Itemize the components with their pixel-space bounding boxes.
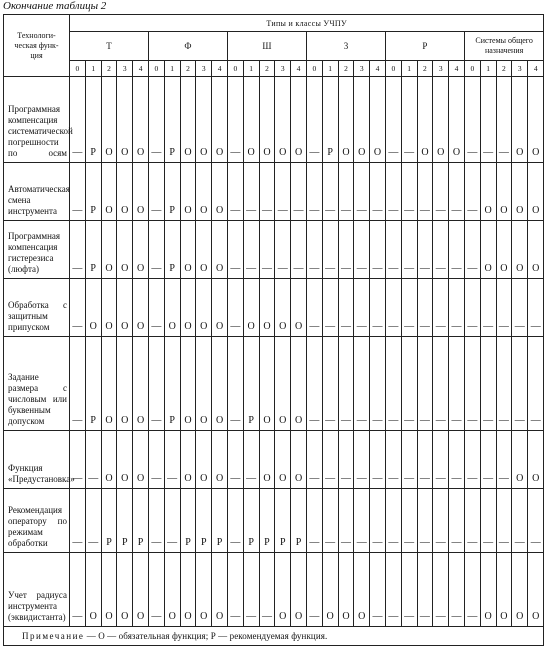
table-cell: —	[306, 489, 322, 553]
table-cell: —	[370, 163, 386, 221]
table-cell: О	[117, 279, 133, 337]
table-cell: —	[464, 337, 480, 431]
table-cell: —	[370, 431, 386, 489]
table-cell: —	[480, 337, 496, 431]
table-cell: —	[291, 163, 307, 221]
class-number: 3	[275, 61, 291, 77]
table-cell: —	[512, 337, 528, 431]
table-cell: —	[322, 489, 338, 553]
table-cell: —	[480, 431, 496, 489]
table-cell: —	[338, 163, 354, 221]
class-number: 3	[512, 61, 528, 77]
table-cell: —	[464, 431, 480, 489]
table-cell: О	[243, 279, 259, 337]
table-cell: —	[496, 489, 512, 553]
table-cell: О	[449, 77, 465, 163]
table-cell: —	[417, 489, 433, 553]
table-cell: О	[275, 77, 291, 163]
table-cell: —	[227, 431, 243, 489]
table-cell: О	[196, 163, 212, 221]
table-cell: —	[322, 221, 338, 279]
table-cell: —	[85, 489, 101, 553]
table-cell: О	[528, 431, 544, 489]
table-row	[4, 163, 544, 221]
table-row	[4, 489, 544, 553]
table-cell: О	[180, 221, 196, 279]
table-cell: О	[291, 431, 307, 489]
function-name: Задание размера с числовым или буквенным допуском	[4, 337, 70, 431]
table-cell: О	[528, 221, 544, 279]
class-number: 3	[354, 61, 370, 77]
class-number: 4	[370, 61, 386, 77]
table-cell: —	[433, 221, 449, 279]
table-cell: Р	[243, 489, 259, 553]
table-cell: О	[291, 77, 307, 163]
table-cell: —	[306, 553, 322, 627]
table-cell: —	[417, 337, 433, 431]
table-cell: О	[101, 221, 117, 279]
table-cell: О	[180, 553, 196, 627]
table-cell: —	[148, 163, 164, 221]
class-number: 3	[433, 61, 449, 77]
table-cell: Р	[259, 489, 275, 553]
table-cell: —	[70, 553, 86, 627]
table-cell: —	[512, 279, 528, 337]
table-cell: —	[70, 431, 86, 489]
table-cell: —	[259, 221, 275, 279]
table-cell: О	[291, 337, 307, 431]
table-cell: —	[480, 279, 496, 337]
table-cell: —	[338, 431, 354, 489]
table-cell: О	[196, 337, 212, 431]
table-cell: О	[196, 77, 212, 163]
table-cell: О	[259, 279, 275, 337]
table-cell: —	[306, 221, 322, 279]
table-cell: О	[338, 553, 354, 627]
table-cell: О	[496, 163, 512, 221]
table-cell: —	[417, 553, 433, 627]
table-cell: О	[512, 221, 528, 279]
table-cell: —	[401, 337, 417, 431]
table-cell: —	[417, 279, 433, 337]
table-cell: —	[401, 553, 417, 627]
table-cell: —	[164, 489, 180, 553]
table-cell: О	[133, 553, 149, 627]
table-cell: Р	[133, 489, 149, 553]
table-cell: О	[291, 553, 307, 627]
table-cell: —	[370, 337, 386, 431]
class-number: 0	[385, 61, 401, 77]
table-cell: —	[306, 337, 322, 431]
class-number: 1	[164, 61, 180, 77]
table-cell: О	[212, 77, 228, 163]
table-cell: —	[322, 431, 338, 489]
table-cell: О	[101, 337, 117, 431]
table-cell: О	[180, 163, 196, 221]
table-cell: —	[449, 221, 465, 279]
table-cell: Р	[164, 221, 180, 279]
table-cell: —	[243, 431, 259, 489]
types-header: Типы и классы УЧПУ	[70, 15, 544, 32]
table-cell: —	[338, 337, 354, 431]
table-cell: —	[259, 553, 275, 627]
table-cell: —	[322, 279, 338, 337]
table-cell: —	[464, 77, 480, 163]
class-header: Р	[385, 32, 464, 61]
table-cell: О	[275, 279, 291, 337]
table-cell: —	[306, 163, 322, 221]
class-number: 0	[148, 61, 164, 77]
table-cell: О	[512, 553, 528, 627]
table-cell: О	[85, 279, 101, 337]
table-cell: —	[417, 431, 433, 489]
table-cell: О	[180, 77, 196, 163]
table-cell: —	[338, 221, 354, 279]
table-cell: —	[464, 553, 480, 627]
class-number: 0	[227, 61, 243, 77]
table-cell: —	[433, 489, 449, 553]
table-cell: О	[275, 337, 291, 431]
table-cell: Р	[117, 489, 133, 553]
table-caption: Окончание таблицы 2	[3, 0, 107, 12]
table-cell: —	[449, 431, 465, 489]
table-cell: О	[117, 163, 133, 221]
table-cell: —	[148, 553, 164, 627]
table-cell: —	[148, 279, 164, 337]
table-cell: —	[148, 77, 164, 163]
function-name: Функция «Предустановка»	[4, 431, 70, 489]
table-cell: Р	[164, 337, 180, 431]
table-cell: О	[291, 279, 307, 337]
table-cell: —	[70, 279, 86, 337]
table-cell: —	[401, 221, 417, 279]
table-cell: —	[306, 279, 322, 337]
class-header: Т	[70, 32, 149, 61]
table-row	[4, 279, 544, 337]
table-cell: —	[433, 431, 449, 489]
table-cell: О	[196, 553, 212, 627]
table-cell: —	[385, 77, 401, 163]
table-row	[4, 431, 544, 489]
table-cell: О	[117, 553, 133, 627]
table-cell: О	[101, 279, 117, 337]
table-cell: О	[212, 431, 228, 489]
class-number: 1	[401, 61, 417, 77]
table-cell: —	[70, 77, 86, 163]
table-cell: —	[227, 77, 243, 163]
function-name: Автоматическая смена инструмента	[4, 163, 70, 221]
table-cell: О	[212, 553, 228, 627]
table-cell: —	[291, 221, 307, 279]
table-cell: Р	[85, 77, 101, 163]
function-name: Программная компенсация систематической погрешности по осям	[4, 77, 70, 163]
table-cell: —	[496, 77, 512, 163]
class-number: 1	[480, 61, 496, 77]
table-cell: О	[480, 553, 496, 627]
table-row	[4, 221, 544, 279]
table-cell: О	[85, 553, 101, 627]
table-cell: О	[354, 77, 370, 163]
table-cell: О	[133, 77, 149, 163]
table-cell: —	[401, 279, 417, 337]
table-cell: О	[101, 163, 117, 221]
table-cell: О	[528, 77, 544, 163]
function-name: Рекомендация оператору по режимам обработки	[4, 489, 70, 553]
table-cell: О	[496, 221, 512, 279]
class-number: 4	[133, 61, 149, 77]
class-number: 1	[322, 61, 338, 77]
table-cell: О	[322, 553, 338, 627]
table-cell: —	[385, 431, 401, 489]
class-number: 4	[212, 61, 228, 77]
table-cell: —	[370, 553, 386, 627]
table-row	[4, 553, 544, 627]
table-row	[4, 337, 544, 431]
table-cell: —	[417, 221, 433, 279]
table-cell: —	[433, 163, 449, 221]
table-cell: —	[306, 77, 322, 163]
table-cell: О	[512, 431, 528, 489]
table-cell: —	[464, 221, 480, 279]
table-cell: —	[417, 163, 433, 221]
table-cell: —	[227, 489, 243, 553]
table-cell: О	[180, 279, 196, 337]
function-name: Программная компенсация гистерезиса (люфта)	[4, 221, 70, 279]
table-cell: Р	[85, 337, 101, 431]
table-cell: О	[164, 553, 180, 627]
table-cell: О	[275, 553, 291, 627]
table-cell: —	[512, 489, 528, 553]
table-cell: О	[370, 77, 386, 163]
table-cell: —	[243, 553, 259, 627]
table-cell: О	[338, 77, 354, 163]
class-number: 2	[338, 61, 354, 77]
table-cell: —	[227, 279, 243, 337]
table-cell: —	[370, 279, 386, 337]
table-cell: —	[385, 489, 401, 553]
class-number: 3	[196, 61, 212, 77]
table-cell: —	[385, 337, 401, 431]
table-cell: —	[148, 221, 164, 279]
class-number: 2	[496, 61, 512, 77]
table-cell: —	[401, 163, 417, 221]
table-cell: —	[70, 489, 86, 553]
table-cell: —	[433, 337, 449, 431]
table-cell: —	[433, 279, 449, 337]
table-cell: О	[117, 337, 133, 431]
table-cell: О	[433, 77, 449, 163]
table-cell: —	[338, 489, 354, 553]
table-cell: —	[385, 279, 401, 337]
table-cell: —	[243, 221, 259, 279]
table-cell: О	[133, 221, 149, 279]
table-cell: —	[449, 489, 465, 553]
table-cell: Р	[85, 221, 101, 279]
table-cell: —	[243, 163, 259, 221]
table-cell: О	[101, 553, 117, 627]
table-cell: О	[196, 221, 212, 279]
table-cell: —	[496, 431, 512, 489]
table-note	[4, 627, 544, 646]
table-cell: —	[401, 489, 417, 553]
table-cell: О	[212, 337, 228, 431]
table-cell: О	[212, 279, 228, 337]
table-cell: —	[354, 431, 370, 489]
table-cell: —	[227, 553, 243, 627]
table-cell: —	[227, 163, 243, 221]
table-cell: О	[133, 431, 149, 489]
table-cell: —	[227, 337, 243, 431]
table-cell: —	[449, 337, 465, 431]
class-header: Ф	[148, 32, 227, 61]
table-cell: —	[354, 221, 370, 279]
table-cell: —	[385, 553, 401, 627]
table-cell: —	[496, 279, 512, 337]
class-number: 2	[180, 61, 196, 77]
table-cell: О	[275, 431, 291, 489]
table-cell: Р	[291, 489, 307, 553]
table-cell: Р	[164, 77, 180, 163]
functions-table	[3, 14, 544, 646]
table-row	[4, 77, 544, 163]
class-number: 2	[259, 61, 275, 77]
table-cell: О	[133, 279, 149, 337]
table-cell: —	[148, 431, 164, 489]
table-cell: О	[480, 221, 496, 279]
table-cell: О	[528, 553, 544, 627]
table-cell: О	[101, 431, 117, 489]
table-cell: —	[480, 489, 496, 553]
class-number: 3	[117, 61, 133, 77]
table-cell: —	[354, 279, 370, 337]
table-cell: О	[180, 337, 196, 431]
table-cell: —	[401, 431, 417, 489]
table-cell: —	[275, 163, 291, 221]
table-cell: О	[133, 163, 149, 221]
table-cell: —	[528, 489, 544, 553]
table-cell: Р	[180, 489, 196, 553]
table-cell: Р	[275, 489, 291, 553]
table-cell: —	[338, 279, 354, 337]
table-cell: —	[449, 163, 465, 221]
class-header: Ш	[227, 32, 306, 61]
class-number: 0	[464, 61, 480, 77]
class-number: 0	[306, 61, 322, 77]
table-cell: Р	[85, 163, 101, 221]
table-cell: —	[70, 221, 86, 279]
table-cell: О	[528, 163, 544, 221]
table-cell: —	[275, 221, 291, 279]
table-cell: —	[496, 337, 512, 431]
table-cell: —	[370, 221, 386, 279]
table-cell: О	[243, 77, 259, 163]
table-cell: О	[259, 77, 275, 163]
table-cell: Р	[164, 163, 180, 221]
table-cell: О	[117, 431, 133, 489]
table-cell: О	[117, 77, 133, 163]
table-cell: —	[464, 489, 480, 553]
table-cell: О	[417, 77, 433, 163]
table-cell: —	[70, 163, 86, 221]
class-number: 1	[243, 61, 259, 77]
table-cell: О	[196, 431, 212, 489]
table-cell: —	[148, 337, 164, 431]
function-column-header: Технологи- ческая функ- ция	[4, 15, 70, 77]
table-cell: —	[354, 489, 370, 553]
table-cell: —	[354, 163, 370, 221]
table-cell: —	[528, 279, 544, 337]
table-cell: О	[196, 279, 212, 337]
table-cell: О	[101, 77, 117, 163]
table-cell: О	[512, 163, 528, 221]
table-cell: —	[227, 221, 243, 279]
table-cell: Р	[243, 337, 259, 431]
class-number: 1	[85, 61, 101, 77]
table-cell: —	[354, 337, 370, 431]
class-number: 0	[70, 61, 86, 77]
table-cell: —	[148, 489, 164, 553]
table-cell: —	[401, 77, 417, 163]
function-name: Обработка с защитным припуском	[4, 279, 70, 337]
class-number: 4	[528, 61, 544, 77]
table-cell: О	[212, 221, 228, 279]
table-cell: О	[259, 337, 275, 431]
table-cell: Р	[322, 77, 338, 163]
table-cell: —	[480, 77, 496, 163]
class-header: 3	[306, 32, 385, 61]
table-cell: О	[512, 77, 528, 163]
note-text: — О — обязательная функция; Р — рекомендуемая функция.	[84, 631, 328, 641]
table-cell: О	[180, 431, 196, 489]
table-cell: —	[464, 279, 480, 337]
class-number: 2	[417, 61, 433, 77]
table-cell: О	[164, 279, 180, 337]
table-cell: О	[496, 553, 512, 627]
table-cell: О	[133, 337, 149, 431]
table-cell: —	[85, 431, 101, 489]
table-cell: —	[70, 337, 86, 431]
function-name: Учет радиуса инструмента (эквидистанта)	[4, 553, 70, 627]
table-cell: О	[354, 553, 370, 627]
table-cell: —	[528, 337, 544, 431]
table-cell: Р	[196, 489, 212, 553]
table-cell: —	[385, 163, 401, 221]
note-label: Примечание	[22, 631, 85, 641]
table-cell: —	[322, 163, 338, 221]
table-cell: —	[464, 163, 480, 221]
class-header: Системы общего назначения	[464, 32, 543, 61]
table-cell: —	[385, 221, 401, 279]
table-cell: О	[259, 431, 275, 489]
table-cell: —	[449, 553, 465, 627]
class-number: 4	[291, 61, 307, 77]
table-cell: —	[370, 489, 386, 553]
table-cell: Р	[212, 489, 228, 553]
table-cell: —	[164, 431, 180, 489]
table-cell: О	[480, 163, 496, 221]
class-number: 2	[101, 61, 117, 77]
table-cell: —	[306, 431, 322, 489]
class-number: 4	[449, 61, 465, 77]
table-cell: —	[259, 163, 275, 221]
table-cell: О	[117, 221, 133, 279]
table-cell: —	[449, 279, 465, 337]
table-cell: О	[212, 163, 228, 221]
table-cell: —	[322, 337, 338, 431]
table-cell: Р	[101, 489, 117, 553]
table-cell: —	[433, 553, 449, 627]
